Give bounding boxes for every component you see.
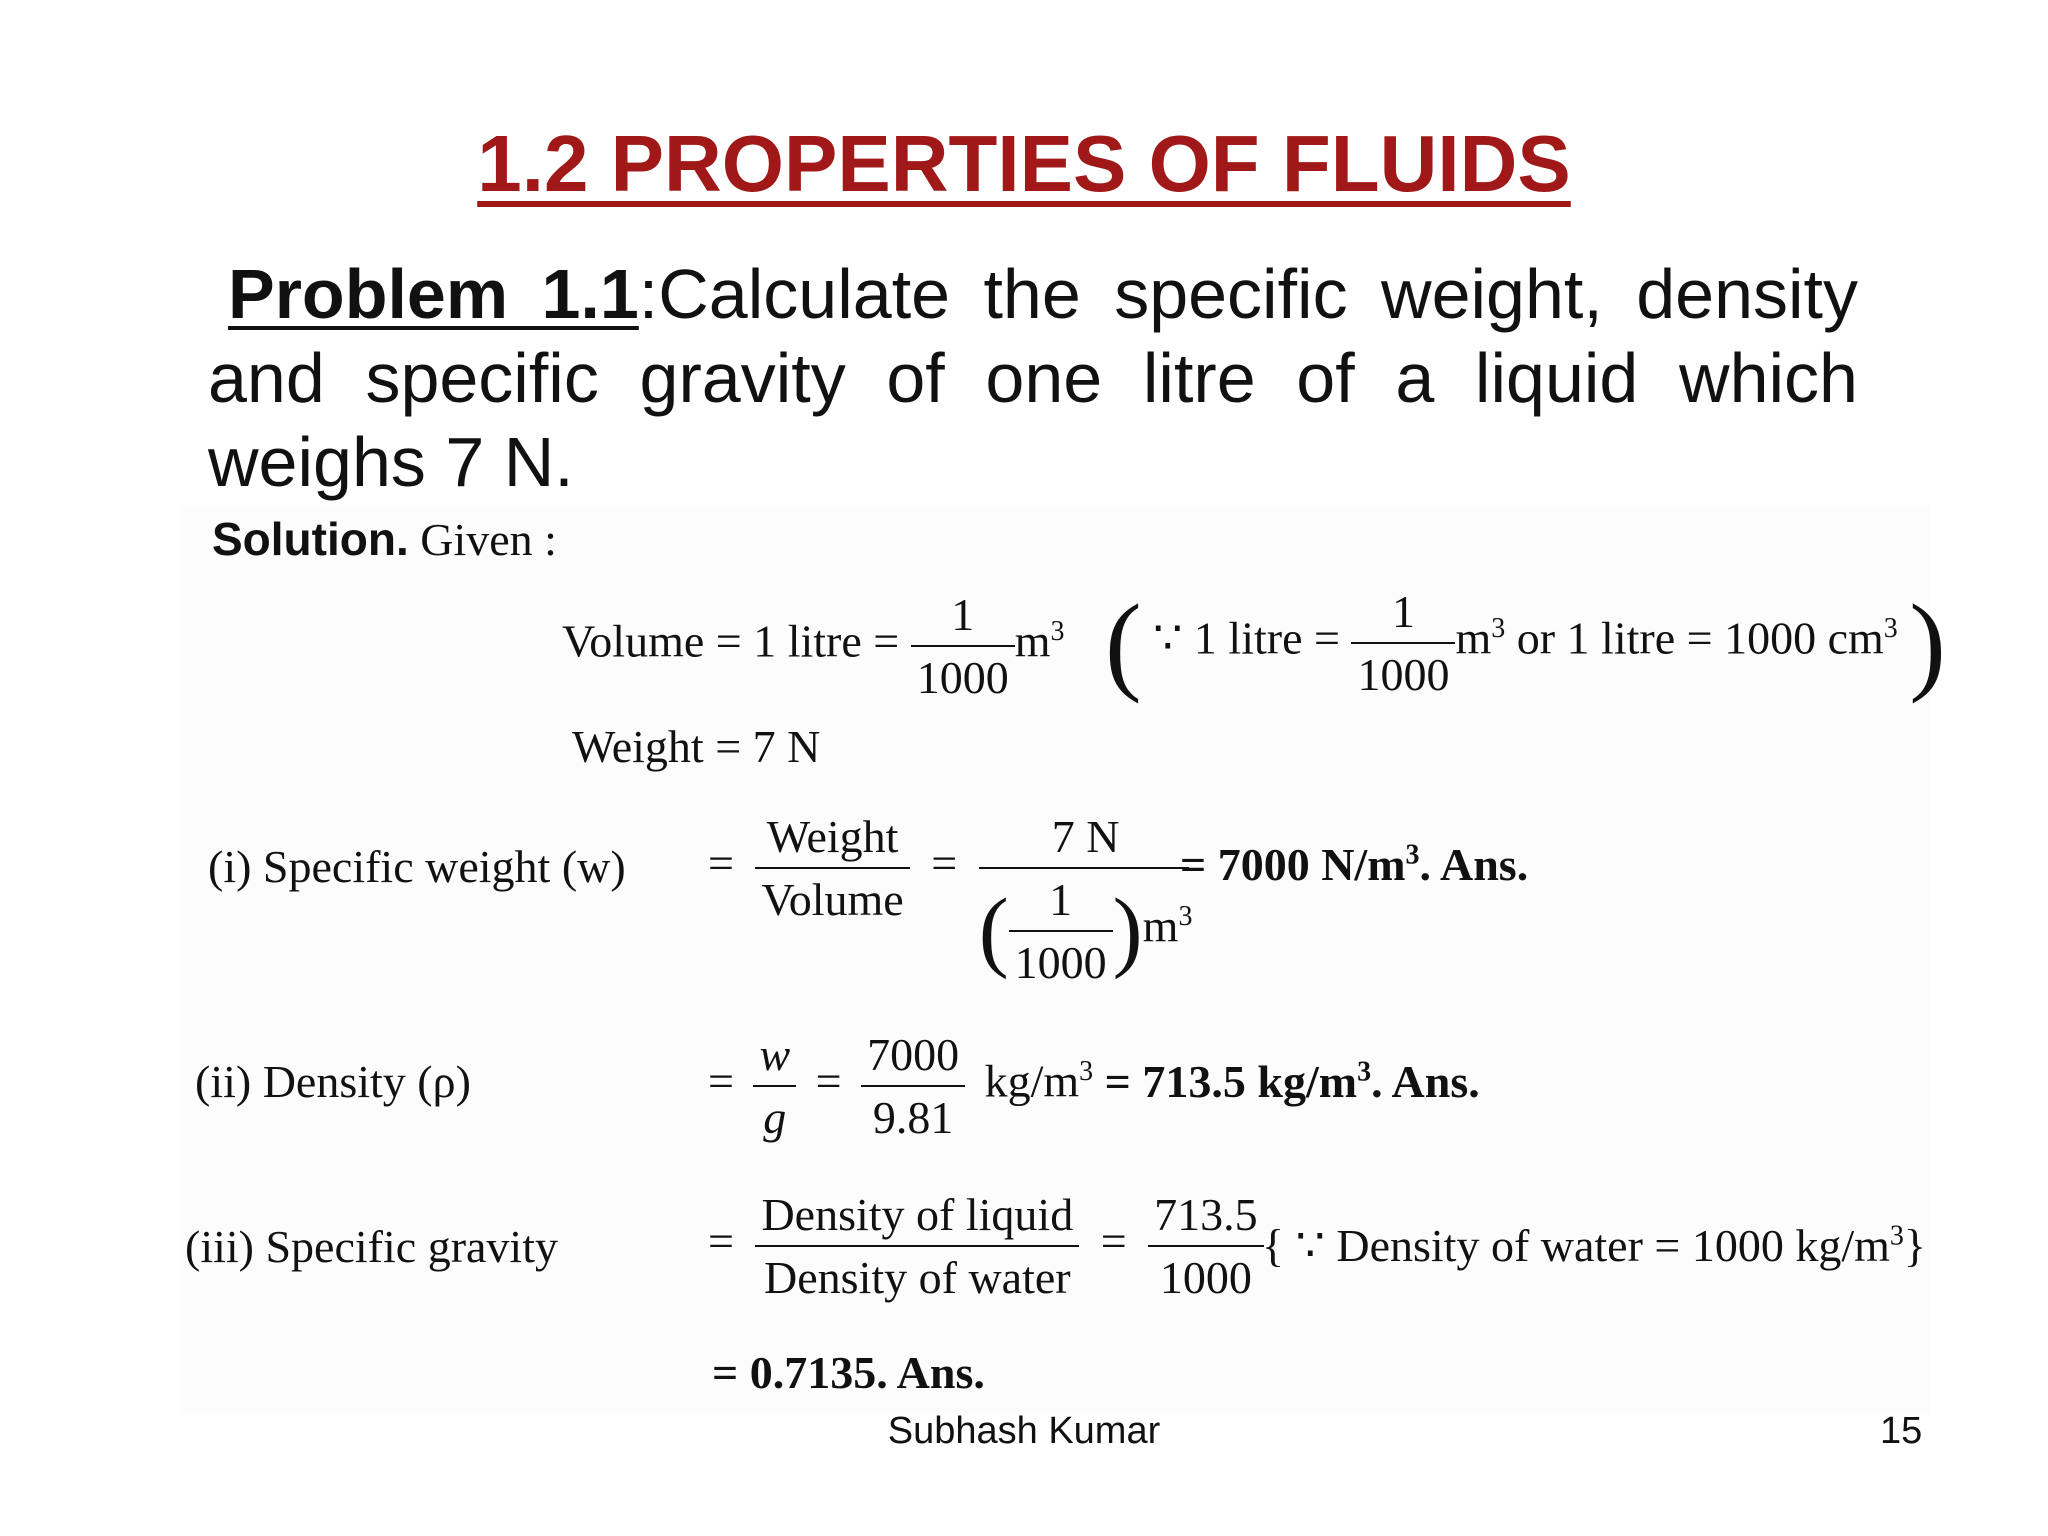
7135-over-1000-fraction: $\frac{713.5}{1000}$ <box>1148 1188 1264 1304</box>
solution-label: Solution. <box>212 513 409 565</box>
specific-weight-label: (i) Specific weight (w) <box>208 841 626 892</box>
water-density-note: { ∵ Density of water = 1000 $kg/m^3$} <box>1262 1220 1927 1271</box>
problem-label: Problem 1.1 <box>228 255 639 333</box>
specific-gravity-equation: = $\frac{\text{Density of liquid}}{\text{Density of water}}$ = $\frac{713.5}{1000}$ <box>708 1188 1274 1304</box>
weight-volume-fraction: $\frac{\text{Weight}}{\text{Volume}}$ <box>755 810 909 926</box>
density-equation: = $\frac{w}{g}$ = $\frac{7000}{9.81}$ $kg/m^3 = 713.5$ $kg/m^3$. Ans. <box>708 1029 1480 1143</box>
problem-text: :Calculate the specific weight, density and specific gravity of one litre of a liquid which weighs 7 N. <box>208 255 1859 501</box>
slide-title: 1.2 PROPERTIES OF FLUIDS <box>477 119 1571 208</box>
7000-over-981-fraction: $\frac{7000}{9.81}$ <box>861 1028 965 1144</box>
seven-n-fraction: 7 N ( $\frac{1}{1000}$ )$m^3$ <box>978 811 1193 988</box>
specific-gravity-result: = 0.7135. Ans. <box>712 1347 985 1398</box>
volume-lhs: Volume = 1 litre = <box>562 615 900 667</box>
given-label: Given : <box>420 514 557 565</box>
specific-weight-equation: = $\frac{\text{Weight}}{\text{Volume}}$ = 7 N ( $\frac{1}{1000}$ )$m^3$ <box>708 811 1193 988</box>
weight-line: Weight = 7 N <box>572 721 821 772</box>
footer-author: Subhash Kumar <box>887 1410 1161 1452</box>
w-over-g-fraction: $\frac{w}{g}$ <box>753 1028 796 1144</box>
page-number: 15 <box>1880 1410 1923 1452</box>
since-symbol: ∵ <box>1153 612 1183 664</box>
note-fraction: $\frac{1}{1000}$ <box>1351 585 1455 701</box>
specific-weight-result: = 7000 $N/m^3$. Ans. <box>1180 839 1529 890</box>
volume-equation: Volume = 1 litre = $\frac{1}{1000}$ $m^3$ <box>562 589 1065 703</box>
density-label: (ii) Density (ρ) <box>195 1056 471 1107</box>
density-result: = 713.5 $kg/m^3$. Ans. <box>1104 1055 1480 1107</box>
problem-statement <box>208 252 1858 504</box>
volume-fraction: $\frac{1}{1000}$ <box>911 588 1015 704</box>
specific-gravity-label: (iii) Specific gravity <box>185 1221 558 1272</box>
density-ratio-fraction: $\frac{\text{Density of liquid}}{\text{Density of water}}$ <box>755 1188 1079 1304</box>
volume-note: ( ∵ 1 litre = $\frac{1}{1000}$ $m^3$ or 1 litre = 1000 $cm^3$ ) <box>1105 582 1946 704</box>
solution-heading <box>212 512 557 566</box>
